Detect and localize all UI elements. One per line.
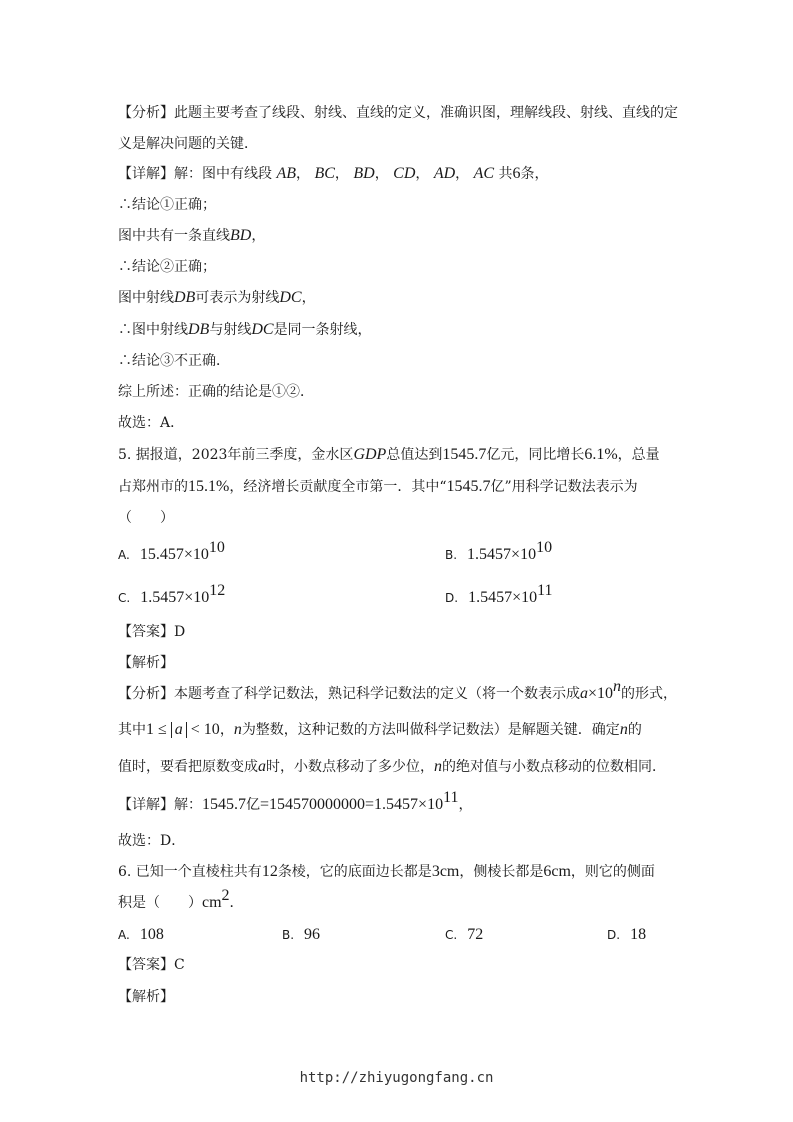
sep: ， (415, 166, 430, 182)
text: 亿元，同比增长 (486, 447, 585, 463)
option-label: A. (118, 928, 130, 942)
text: 是同一条射线， (273, 322, 372, 338)
text: 的形式， (621, 686, 678, 702)
analysis-line-1: 【分析】此题主要考查了线段、射线、直线的定义，准确识图，理解线段、射线、直线的定 (118, 105, 678, 121)
footer-url[interactable]: http://zhiyugongfang.cn (299, 1070, 494, 1086)
option-value: 1.5457×10 (467, 546, 537, 563)
math-n: n (233, 721, 242, 738)
math-exponent: 11 (443, 789, 459, 806)
unit-exponent: 2 (221, 887, 230, 904)
option-label: C. (118, 591, 131, 605)
q5-analysis-2 (118, 720, 642, 740)
segment-ad: AD (433, 165, 456, 182)
text: 时，小数点移动了多少位， (266, 759, 434, 775)
value: 1545.7 (446, 478, 491, 495)
text: ∴图中射线 (118, 322, 188, 338)
q5-option-a (118, 539, 225, 566)
ray-statement-1 (118, 288, 316, 308)
math-a: a (580, 685, 588, 702)
count: 6 (512, 165, 521, 182)
option-value: 15.457×10 (139, 546, 209, 563)
q5-paren: （ ） (118, 510, 174, 526)
q6-line-2 (118, 887, 244, 913)
math-equation: =154570000000=1.5457×10 (260, 796, 444, 813)
option-value: 108 (139, 926, 164, 943)
sep: ， (374, 166, 389, 182)
sep: ， (334, 166, 349, 182)
segment-bc: BC (314, 165, 335, 182)
analysis-line-2: 义是解决问题的关键． (118, 136, 258, 152)
q6-line-1 (118, 862, 655, 882)
text: 占郑州市的 (118, 479, 188, 495)
choice-a: 故选：A． (118, 415, 185, 431)
text: 【分析】本题考查了科学记数法，熟记科学记数法的定义（将一个数表示成 (118, 686, 580, 702)
segment-cd: CD (393, 165, 416, 182)
text: ，侧棱长都是 (459, 864, 544, 880)
option-label: A. (118, 548, 130, 562)
q5-line-1 (118, 445, 660, 465)
sep: ， (296, 166, 310, 182)
text: 条棱，它的底面边长都是 (277, 864, 432, 880)
ray-statement-2 (118, 320, 372, 340)
segment-bd: BD (353, 165, 375, 182)
text: ， (458, 797, 473, 813)
math-db: DB (174, 289, 196, 306)
option-label: D. (445, 591, 459, 605)
detail-prefix: 【详解】解：图中有线段 (118, 166, 272, 182)
text: 与射线 (209, 322, 252, 338)
text: 亿 (246, 797, 260, 813)
option-value: 1.5457×10 (468, 589, 538, 606)
math-dc: DC (279, 289, 302, 306)
text: 为整数，这种记数的方法叫做科学记数法）是解题关键．确定 (241, 722, 620, 738)
q5-choose: 故选：D． (118, 833, 186, 849)
summary: 综上所述：正确的结论是①②． (118, 384, 314, 400)
value: 15.1% (188, 478, 230, 495)
q5-analysis-1 (118, 678, 678, 704)
text: 积是（ ） (118, 895, 202, 911)
math-db: DB (188, 321, 210, 338)
q6-option-d (607, 924, 646, 946)
sep: ， (455, 166, 470, 182)
text: ， (251, 228, 266, 244)
text: 值时，要看把原数变成 (118, 759, 258, 775)
value: 1545.7 (202, 796, 246, 813)
text: ， (301, 290, 316, 306)
segment-ab: AB (276, 165, 296, 182)
conclusion-3: ∴结论③不正确． (118, 353, 230, 369)
option-label: B. (282, 928, 295, 942)
text: 图中共有一条直线 (118, 228, 230, 244)
option-value: 1.5457×10 (140, 589, 210, 606)
math-a: a (258, 758, 266, 775)
value: 6.1% (584, 446, 618, 463)
value: 12 (261, 863, 278, 880)
math-dc: DC (251, 321, 274, 338)
detail-line-segments (118, 164, 549, 184)
q6-option-b (282, 924, 320, 946)
q5-option-b (445, 539, 553, 566)
line-bd-statement (118, 226, 265, 246)
math-n: n (434, 758, 442, 775)
q6-answer: 【答案】C (118, 957, 185, 973)
text: ， (219, 722, 234, 738)
math-bd: BD (230, 227, 252, 244)
math-times-ten: ×10 (588, 685, 614, 702)
option-exponent: 10 (536, 539, 553, 556)
option-label: D. (607, 928, 621, 942)
q6-option-c (445, 924, 483, 946)
option-label: C. (445, 928, 458, 942)
math-lt-ten: < 10 (186, 721, 220, 738)
text: ，总量 (617, 447, 660, 463)
unit: cm (202, 894, 222, 911)
text: 图中射线 (118, 290, 174, 306)
option-value: 18 (630, 926, 647, 943)
q6-jiexi: 【解析】 (118, 989, 174, 1005)
text: ． (229, 895, 244, 911)
q5-analysis-3 (118, 757, 666, 777)
value: 6cm (543, 863, 571, 880)
text: 5. 据报道，2023年前三季度，金水区 (118, 447, 354, 463)
text: ，经济增长贡献度全市第一．其中“ (229, 479, 447, 495)
math-abs-a: a (171, 722, 187, 738)
math-one-le: 1 ≤ (146, 721, 171, 738)
conclusion-2: ∴结论②正确； (118, 259, 216, 275)
option-exponent: 11 (537, 582, 553, 599)
value: 1545.7 (442, 446, 487, 463)
math-n: n (619, 721, 628, 738)
q5-option-c (118, 582, 226, 609)
value: 3cm (431, 863, 460, 880)
option-value: 96 (304, 926, 321, 943)
segment-ac: AC (473, 165, 495, 182)
text: 总值达到 (386, 447, 443, 463)
text: 共 (498, 166, 513, 182)
option-exponent: 12 (209, 582, 226, 599)
text: ，则它的侧面 (570, 864, 655, 880)
option-label: B. (445, 548, 458, 562)
q5-jiexi: 【解析】 (118, 655, 174, 671)
conclusion-1: ∴结论①正确； (118, 197, 216, 213)
q5-option-d (445, 582, 553, 609)
math-gdp: GDP (353, 446, 387, 463)
math-exponent-n: n (613, 678, 622, 695)
option-exponent: 10 (208, 539, 225, 556)
q5-line-2 (118, 477, 638, 497)
text: 可表示为射线 (195, 290, 280, 306)
option-value: 72 (467, 926, 484, 943)
text: 的绝对值与小数点移动的位数相同． (442, 759, 666, 775)
q5-detail (118, 789, 473, 815)
q6-option-a (118, 924, 164, 946)
text: 【详解】解： (118, 797, 202, 813)
text: 条， (520, 166, 549, 182)
text: 的 (627, 722, 642, 738)
q5-answer: 【答案】D (118, 624, 186, 640)
text: 6. 已知一个直棱柱共有 (118, 864, 262, 880)
text: 亿”用科学记数法表示为 (490, 479, 638, 495)
text: 其中 (118, 722, 146, 738)
